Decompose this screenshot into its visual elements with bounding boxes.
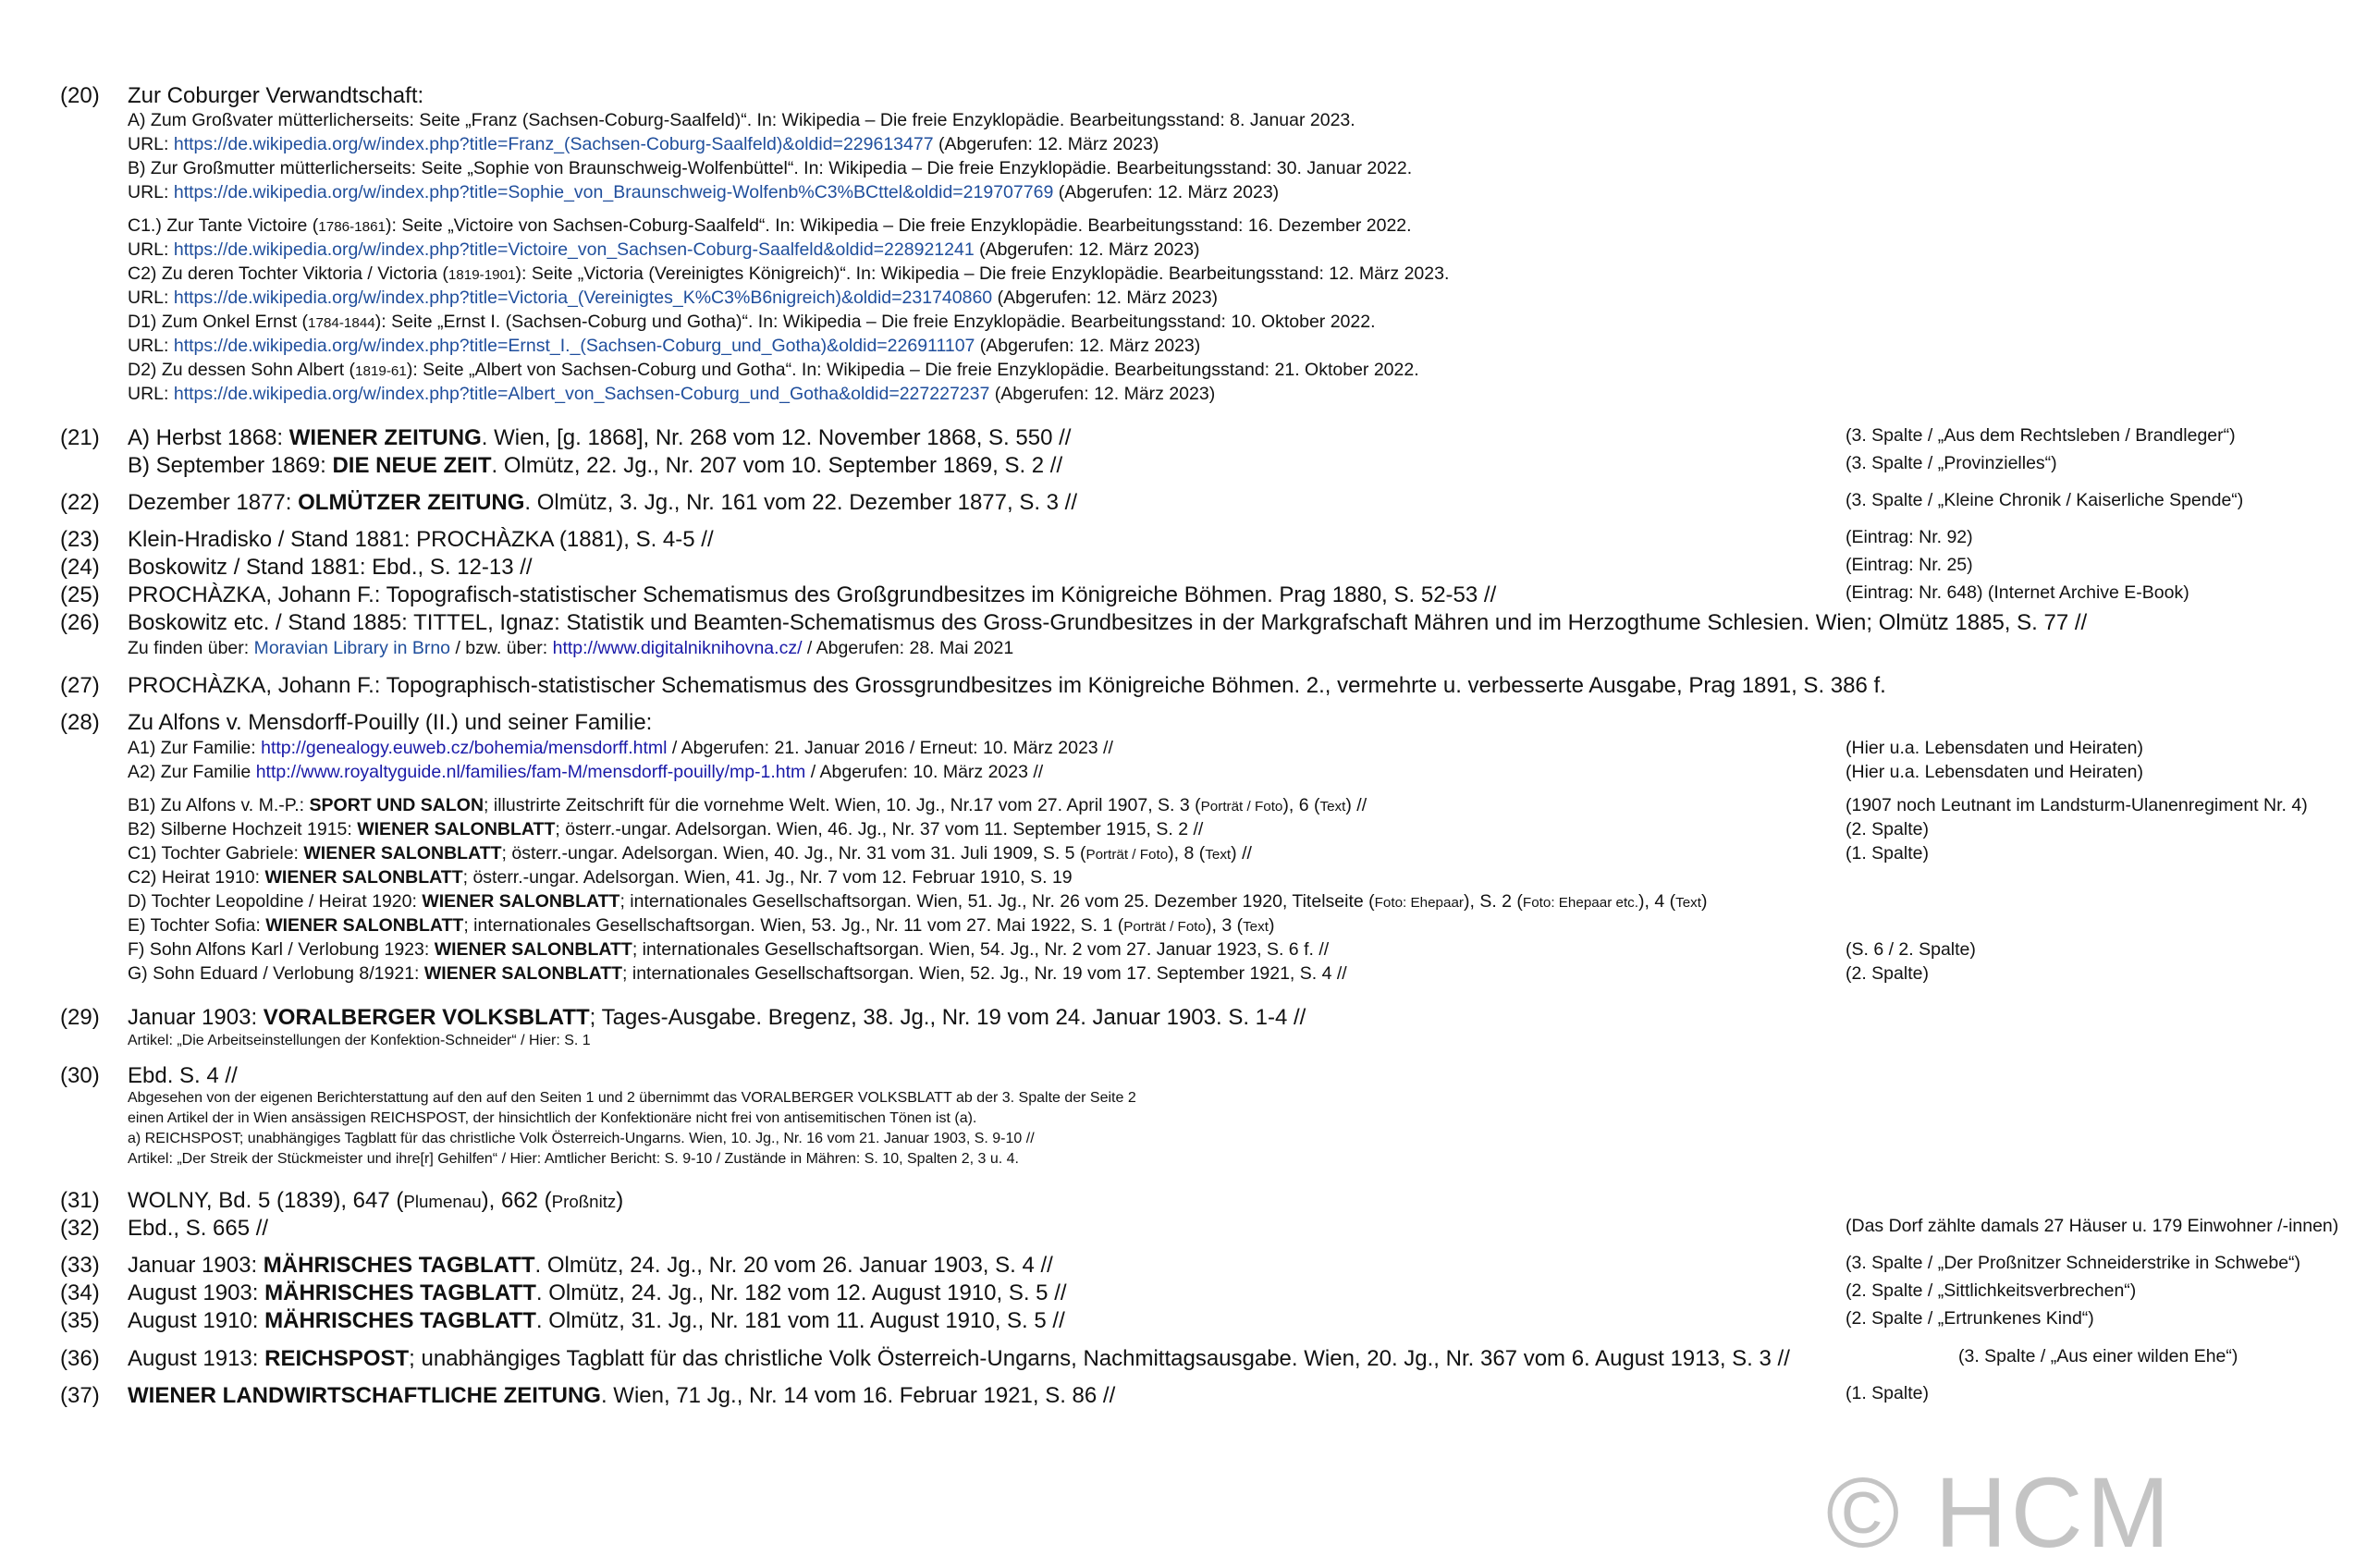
text-segment: C1.) Zur Tante Victoire (: [128, 215, 319, 236]
footnote-annotation: (Hier u.a. Lebensdaten und Heiraten): [1846, 762, 2143, 782]
text-segment: Boskowitz / Stand 1881: Ebd., S. 12-13 //: [128, 555, 533, 580]
text-segment: ; unabhängiges Tagblatt für das christliche Volk Österreich-Ungarns, Nachmittagsausgabe. Wien, 20. Jg., Nr. 367 vom 6. August 1913, S. 3 //: [409, 1346, 1790, 1371]
text-segment: ; österr.-ungar. Adelsorgan. Wien, 46. Jg., Nr. 37 vom 11. September 1915, S. 2 //: [555, 819, 1204, 839]
footnote-annotation: (2. Spalte / „Sittlichkeitsverbrechen“): [1846, 1280, 2137, 1301]
text-segment: / Abgerufen: 10. März 2023 //: [805, 762, 1044, 782]
reference-link[interactable]: http://genealogy.euweb.cz/bohemia/mensdorff.html: [261, 738, 668, 758]
text-segment: ; internationales Gesellschaftsorgan. Wien, 51. Jg., Nr. 26 vom 25. Dezember 1920, Titelseite (: [619, 891, 1375, 912]
text-segment: D1) Zum Onkel Ernst (: [128, 312, 309, 332]
footnote-annotation: (Hier u.a. Lebensdaten und Heiraten): [1846, 738, 2143, 758]
footnote-number: (36): [60, 1346, 100, 1371]
text-segment: A2) Zur Familie: [128, 762, 256, 782]
text-segment: ; internationales Gesellschaftsorgan. Wien, 53. Jg., Nr. 11 vom 27. Mai 1922, S. 1 (: [463, 915, 1124, 936]
text-segment: Text: [1205, 847, 1232, 863]
text-segment: Januar 1903:: [128, 1005, 264, 1030]
footnote-annotation: (Eintrag: Nr. 92): [1846, 527, 1973, 547]
footnote-text: [128, 158, 1412, 179]
text-segment: PROCHÀZKA, Johann F.: Topografisch-statistischer Schematismus des Großgrundbesitzes im Königreiche Böhmen. Prag 1880, S. 52-53 //: [128, 582, 1497, 607]
footnote-text: [128, 1346, 1790, 1372]
footnote-annotation: (Eintrag: Nr. 648) (Internet Archive E-Book): [1846, 582, 2189, 603]
text-segment: Porträt / Foto: [1123, 919, 1206, 935]
footnote-annotation: (Eintrag: Nr. 25): [1846, 555, 1973, 575]
text-segment: MÄHRISCHES TAGBLATT: [263, 1253, 535, 1278]
text-segment: URL:: [128, 288, 174, 308]
text-segment: (Abgerufen: 12. März 2023): [992, 288, 1219, 308]
text-segment: G) Sohn Eduard / Verlobung 8/1921:: [128, 963, 424, 984]
text-segment: C2) Zu deren Tochter Viktoria / Victoria (: [128, 263, 448, 284]
footnote-text: [128, 819, 1203, 840]
text-segment: / bzw. über:: [450, 638, 553, 658]
footnote-text: [128, 490, 1077, 516]
text-segment: Zur Coburger Verwandtschaft:: [128, 83, 424, 108]
text-segment: . Olmütz, 31. Jg., Nr. 181 vom 11. August 1910, S. 5 //: [535, 1308, 1065, 1333]
text-segment: WIENER LANDWIRTSCHAFTLICHE ZEITUNG: [128, 1383, 601, 1408]
footnote-text: [128, 384, 1215, 405]
text-segment: ): Seite „Albert von Sachsen-Coburg und Gotha“. In: Wikipedia – Die freie Enzyklopädie. Bearbeitungsstand: 21. Oktober 2022.: [406, 360, 1419, 380]
text-segment: Plumenau: [403, 1192, 482, 1211]
text-segment: A) Herbst 1868:: [128, 425, 289, 450]
footnote-number: (29): [60, 1005, 100, 1030]
text-segment: Porträt / Foto: [1200, 799, 1283, 815]
text-segment: Zu finden über:: [128, 638, 254, 658]
watermark: © HCM: [1826, 1456, 2174, 1568]
text-segment: ): [616, 1188, 624, 1213]
footnote-number: (25): [60, 582, 100, 607]
text-segment: MÄHRISCHES TAGBLATT: [264, 1308, 536, 1333]
footnote-number: (26): [60, 610, 100, 635]
text-segment: ; illustrirte Zeitschrift für die vornehme Welt. Wien, 10. Jg., Nr.17 vom 27. April 1907, S. 3 (: [484, 795, 1201, 815]
text-segment: ), 3 (: [1205, 915, 1244, 936]
footnote-text: [128, 867, 1073, 888]
text-segment: Proßnitz: [551, 1192, 617, 1211]
text-segment: Ebd., S. 665 //: [128, 1216, 269, 1241]
footnote-number: (31): [60, 1188, 100, 1213]
reference-link[interactable]: https://de.wikipedia.org/w/index.php?title=Ernst_I._(Sachsen-Coburg_und_Gotha)&oldid=226911107: [173, 336, 975, 356]
footnote-text: [128, 963, 1347, 985]
text-segment: A1) Zur Familie:: [128, 738, 262, 758]
text-segment: VORALBERGER VOLKSBLATT: [263, 1005, 590, 1030]
footnote-text: [128, 638, 1013, 659]
footnote-text: [128, 710, 652, 736]
footnote-text: [128, 1151, 1019, 1168]
text-segment: ; internationales Gesellschaftsorgan. Wien, 52. Jg., Nr. 19 vom 17. September 1921, S. 4 //: [622, 963, 1347, 984]
footnote-number: (20): [60, 83, 100, 108]
footnote-text: [128, 939, 1329, 961]
text-segment: 1819-1901: [448, 267, 516, 283]
text-segment: MÄHRISCHES TAGBLATT: [264, 1280, 536, 1305]
text-segment: / Abgerufen: 28. Mai 2021: [802, 638, 1014, 658]
footnote-text: [128, 288, 1218, 309]
text-segment: Zu Alfons v. Mensdorff-Pouilly (II.) und seiner Familie:: [128, 710, 653, 735]
footnote-text: [128, 1383, 1115, 1409]
text-segment: Text: [1675, 895, 1701, 911]
text-segment: D) Tochter Leopoldine / Heirat 1920:: [128, 891, 423, 912]
text-segment: B2) Silberne Hochzeit 1915:: [128, 819, 358, 839]
footnote-text: [128, 795, 1367, 816]
footnote-annotation: (3. Spalte / „Kleine Chronik / Kaiserliche Spende“): [1846, 490, 2244, 510]
reference-link[interactable]: https://de.wikipedia.org/w/index.php?title=Franz_(Sachsen-Coburg-Saalfeld)&oldid=229613477: [173, 134, 934, 154]
text-segment: (Abgerufen: 12. März 2023): [975, 336, 1201, 356]
text-segment: Abgesehen von der eigenen Berichterstattung auf den auf den Seiten 1 und 2 übernimmt das VORALBERGER VOLKSBLATT ab der 3. Spalte der Seite 2: [128, 1090, 1136, 1106]
text-segment: ; österr.-ungar. Adelsorgan. Wien, 41. Jg., Nr. 7 vom 12. Februar 1910, S. 19: [462, 867, 1073, 888]
footnote-text: [128, 843, 1252, 864]
footnote-text: [128, 1216, 268, 1242]
text-segment: (Abgerufen: 12. März 2023): [933, 134, 1159, 154]
text-segment: August 1903:: [128, 1280, 265, 1305]
text-segment: Dezember 1877:: [128, 490, 299, 515]
footnote-number: (27): [60, 673, 100, 698]
footnote-number: (30): [60, 1063, 100, 1088]
footnote-text: [128, 1110, 976, 1127]
text-segment: URL:: [128, 336, 174, 356]
text-segment: URL:: [128, 384, 174, 404]
text-segment: URL:: [128, 182, 174, 202]
text-segment: ), 6 (: [1282, 795, 1320, 815]
footnote-annotation: (2. Spalte / „Ertrunkenes Kind“): [1846, 1308, 2094, 1329]
footnote-number: (35): [60, 1308, 100, 1333]
text-segment: . Olmütz, 22. Jg., Nr. 207 vom 10. September 1869, S. 2 //: [491, 453, 1063, 478]
text-segment: WIENER SALONBLATT: [357, 819, 556, 839]
footnote-annotation: (2. Spalte): [1846, 819, 1929, 839]
text-segment: C2) Heirat 1910:: [128, 867, 265, 888]
text-segment: ): [1700, 891, 1708, 912]
footnote-text: [128, 83, 423, 109]
footnote-annotation: (1. Spalte): [1846, 843, 1929, 864]
text-segment: Foto: Ehepaar etc.: [1522, 895, 1638, 911]
text-segment: . Wien, 71 Jg., Nr. 14 vom 16. Februar 1921, S. 86 //: [600, 1383, 1116, 1408]
footnote-annotation: (3. Spalte / „Provinzielles“): [1846, 453, 2057, 473]
footnote-text: [128, 215, 1412, 237]
text-segment: WIENER SALONBLATT: [264, 867, 463, 888]
footnote-text: [128, 336, 1200, 357]
reference-link[interactable]: https://de.wikipedia.org/w/index.php?title=Victoire_von_Sachsen-Coburg-Saalfeld&oldid=228921241: [173, 239, 975, 260]
footnote-text: [128, 1005, 1306, 1031]
footnote-number: (22): [60, 490, 100, 515]
text-segment: ), 8 (: [1168, 843, 1206, 864]
text-segment: 1819-61: [355, 363, 407, 379]
footnote-number: (32): [60, 1216, 100, 1241]
footnote-text: [128, 1033, 591, 1049]
footnote-text: [128, 134, 1159, 155]
text-segment: A) Zum Großvater mütterlicherseits: Seite „Franz (Sachsen-Coburg-Saalfeld)“. In: Wikipedia – Die freie Enzyklopädie. Bearbeitungsstand: 8. Januar 2023.: [128, 110, 1355, 130]
footnote-annotation: (3. Spalte / „Aus einer wilden Ehe“): [1958, 1346, 2238, 1366]
footnote-text: [128, 891, 1707, 913]
text-segment: OLMÜTZER ZEITUNG: [298, 490, 525, 515]
reference-link[interactable]: https://de.wikipedia.org/w/index.php?title=Victoria_(Vereinigtes_K%C3%B6nigreich)&oldid=231740860: [173, 288, 993, 308]
footnote-text: [128, 1280, 1067, 1306]
reference-link[interactable]: https://de.wikipedia.org/w/index.php?title=Sophie_von_Braunschweig-Wolfenb%C3%BCttel&oldid=219707769: [173, 182, 1054, 202]
text-segment: ): Seite „Victoria (Vereinigtes Königreich)“. In: Wikipedia – Die freie Enzyklopädie. Bearbeitungsstand: 12. März 2023.: [515, 263, 1450, 284]
text-segment: 1786-1861: [318, 219, 386, 235]
footnote-text: [128, 762, 1043, 783]
text-segment: ; Tages-Ausgabe. Bregenz, 38. Jg., Nr. 19 vom 24. Januar 1903. S. 1-4 //: [589, 1005, 1306, 1030]
footnote-annotation: (1. Spalte): [1846, 1383, 1929, 1403]
text-segment: . Olmütz, 24. Jg., Nr. 182 vom 12. August 1910, S. 5 //: [535, 1280, 1067, 1305]
text-segment: Artikel: „Die Arbeitseinstellungen der Konfektion-Schneider“ / Hier: S. 1: [128, 1033, 591, 1048]
text-segment: Klein-Hradisko / Stand 1881: PROCHÀZKA (1881), S. 4-5 //: [128, 527, 714, 552]
footnote-number: (37): [60, 1383, 100, 1408]
footnote-annotation: (Das Dorf zählte damals 27 Häuser u. 179 Einwohner /-innen): [1846, 1216, 2339, 1236]
text-segment: ) //: [1345, 795, 1367, 815]
text-segment: F) Sohn Alfons Karl / Verlobung 1923:: [128, 939, 435, 960]
text-segment: (Abgerufen: 12. März 2023): [989, 384, 1216, 404]
text-segment: Text: [1319, 799, 1346, 815]
text-segment: ): Seite „Ernst I. (Sachsen-Coburg und Gotha)“. In: Wikipedia – Die freie Enzyklopädie. Bearbeitungsstand: 10. Oktober 2022.: [374, 312, 1376, 332]
footnote-number: (21): [60, 425, 100, 450]
text-segment: Foto: Ehepaar: [1374, 895, 1464, 911]
text-segment: Ebd. S. 4 //: [128, 1063, 238, 1088]
footnote-text: [128, 1253, 1053, 1279]
text-segment: C1) Tochter Gabriele:: [128, 843, 304, 864]
footnote-text: [128, 425, 1071, 451]
text-segment: SPORT UND SALON: [309, 795, 484, 815]
text-segment: B) Zur Großmutter mütterlicherseits: Seite „Sophie von Braunschweig-Wolfenbüttel“. In: Wikipedia – Die freie Enzyklopädie. Bearbeitungsstand: 30. Januar 2022.: [128, 158, 1413, 178]
footnote-text: [128, 1090, 1136, 1107]
footnote-text: [128, 239, 1200, 261]
text-segment: August 1913:: [128, 1346, 265, 1371]
reference-link[interactable]: http://www.royaltyguide.nl/families/fam-M/mensdorff-pouilly/mp-1.htm: [255, 762, 806, 782]
text-segment: (Abgerufen: 12. März 2023): [974, 239, 1200, 260]
text-segment: B1) Zu Alfons v. M.-P.:: [128, 795, 310, 815]
text-segment: Boskowitz etc. / Stand 1885: TITTEL, Ignaz: Statistik und Beamten-Schematismus des Gross-Grundbesitzes in der Markgrafschaft Mähren und im Herzogthume Schlesien. Wien; Olmütz 1885, S. 77 //: [128, 610, 2088, 635]
footnote-text: [128, 182, 1279, 203]
footnote-text: [128, 1188, 623, 1214]
footnote-annotation: (S. 6 / 2. Spalte): [1846, 939, 1976, 960]
text-segment: einen Artikel der in Wien ansässigen REICHSPOST, der hinsichtlich der Konfektionäre nicht frei von antisemitischen Tönen ist (a).: [128, 1110, 977, 1126]
text-segment: WIENER ZEITUNG: [288, 425, 482, 450]
text-segment: ): Seite „Victoire von Sachsen-Coburg-Saalfeld“. In: Wikipedia – Die freie Enzyklopädie. Bearbeitungsstand: 16. Dezember 2022.: [386, 215, 1412, 236]
text-segment: D2) Zu dessen Sohn Albert (: [128, 360, 356, 380]
text-segment: / Abgerufen: 21. Januar 2016 / Erneut: 10. März 2023 //: [667, 738, 1113, 758]
footnote-text: [128, 110, 1355, 131]
footnote-number: (34): [60, 1280, 100, 1305]
text-segment: DIE NEUE ZEIT: [332, 453, 492, 478]
text-segment: ), S. 2 (: [1463, 891, 1523, 912]
text-segment: B) September 1869:: [128, 453, 333, 478]
text-segment: ) //: [1231, 843, 1252, 864]
footnote-text: [128, 1131, 1035, 1147]
footnote-text: [128, 360, 1419, 381]
reference-link[interactable]: Moravian Library in Brno: [253, 638, 451, 658]
footnote-number: (24): [60, 555, 100, 580]
text-segment: WIENER SALONBLATT: [423, 963, 623, 984]
text-segment: WOLNY, Bd. 5 (1839), 647 (: [128, 1188, 404, 1213]
text-segment: URL:: [128, 239, 174, 260]
footnote-number: (33): [60, 1253, 100, 1278]
text-segment: ): [1268, 915, 1275, 936]
footnote-text: [128, 312, 1376, 333]
footnote-text: [128, 1063, 238, 1089]
text-segment: URL:: [128, 134, 174, 154]
text-segment: Januar 1903:: [128, 1253, 264, 1278]
text-segment: ), 4 (: [1638, 891, 1676, 912]
footnote-annotation: (3. Spalte / „Aus dem Rechtsleben / Brandleger“): [1846, 425, 2236, 446]
text-segment: a) REICHSPOST; unabhängiges Tagblatt für das christliche Volk Österreich-Ungarns. Wien, 10. Jg., Nr. 16 vom 21. Januar 1903, S. 9-10 //: [128, 1131, 1035, 1146]
text-segment: ; internationales Gesellschaftsorgan. Wien, 54. Jg., Nr. 2 vom 27. Januar 1923, S. 6 f. //: [632, 939, 1330, 960]
text-segment: ; österr.-ungar. Adelsorgan. Wien, 40. Jg., Nr. 31 vom 31. Juli 1909, S. 5 (: [501, 843, 1086, 864]
text-segment: August 1910:: [128, 1308, 265, 1333]
footnote-text: [128, 582, 1496, 608]
footnote-annotation: (3. Spalte / „Der Proßnitzer Schneiderstrike in Schwebe“): [1846, 1253, 2301, 1273]
text-segment: WIENER SALONBLATT: [265, 915, 464, 936]
footnote-number: (23): [60, 527, 100, 552]
text-segment: (Abgerufen: 12. März 2023): [1053, 182, 1280, 202]
text-segment: PROCHÀZKA, Johann F.: Topographisch-statistischer Schematismus des Grossgrundbesitzes im Königreiche Böhmen. 2., vermehrte u. verbesserte Ausgabe, Prag 1891, S. 386 f.: [128, 673, 1886, 698]
footnote-text: [128, 610, 2087, 636]
footnote-text: [128, 1308, 1065, 1334]
text-segment: Text: [1243, 919, 1269, 935]
footnote-text: [128, 263, 1449, 285]
footnote-text: [128, 555, 533, 581]
text-segment: . Wien, [g. 1868], Nr. 268 vom 12. November 1868, S. 550 //: [481, 425, 1072, 450]
text-segment: WIENER SALONBLATT: [434, 939, 632, 960]
footnote-text: [128, 527, 714, 553]
text-segment: . Olmütz, 3. Jg., Nr. 161 vom 22. Dezember 1877, S. 3 //: [524, 490, 1078, 515]
footnote-annotation: (2. Spalte): [1846, 963, 1929, 984]
footnote-number: (28): [60, 710, 100, 735]
footnote-text: [128, 453, 1062, 479]
text-segment: ), 662 (: [481, 1188, 552, 1213]
footnote-text: [128, 738, 1113, 759]
text-segment: E) Tochter Sofia:: [128, 915, 266, 936]
text-segment: WIENER SALONBLATT: [303, 843, 502, 864]
footnote-text: [128, 915, 1274, 937]
text-segment: REICHSPOST: [264, 1346, 410, 1371]
text-segment: Artikel: „Der Streik der Stückmeister und ihre[r] Gehilfen“ / Hier: Amtlicher Bericht: S. 9-10 / Zustände in Mähren: S. 10, Spalten 2, 3 u. 4.: [128, 1151, 1019, 1167]
text-segment: WIENER SALONBLATT: [422, 891, 620, 912]
footnote-annotation: (1907 noch Leutnant im Landsturm-Ulanenregiment Nr. 4): [1846, 795, 2308, 815]
reference-link[interactable]: https://de.wikipedia.org/w/index.php?title=Albert_von_Sachsen-Coburg_und_Gotha&oldid=227227237: [173, 384, 990, 404]
reference-link[interactable]: http://www.digitalniknihovna.cz/: [552, 638, 803, 658]
footnote-text: [128, 673, 1886, 699]
text-segment: Porträt / Foto: [1085, 847, 1169, 863]
text-segment: . Olmütz, 24. Jg., Nr. 20 vom 26. Januar 1903, S. 4 //: [534, 1253, 1053, 1278]
text-segment: 1784-1844: [308, 315, 375, 331]
